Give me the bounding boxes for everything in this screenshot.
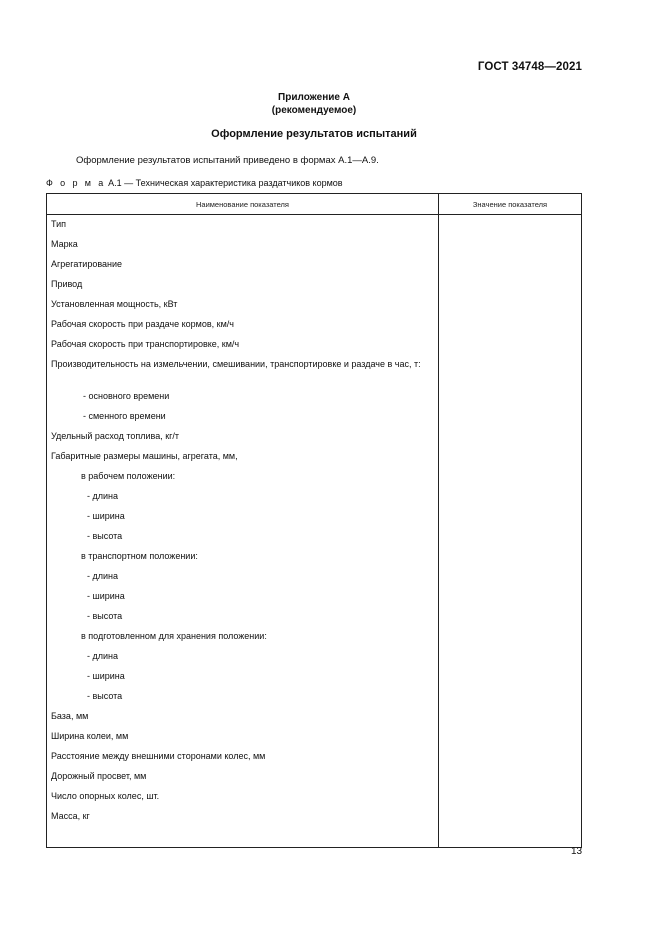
- table-row: - высота: [87, 531, 123, 541]
- spec-table: [46, 193, 582, 848]
- table-row: - высота: [87, 691, 123, 701]
- table-body: [47, 215, 581, 847]
- table-row: - ширина: [87, 511, 125, 521]
- table-row: - длина: [87, 491, 119, 501]
- section-title: Оформление результатов испытаний: [211, 128, 417, 140]
- column-header-value: Значение показателя: [472, 199, 548, 209]
- form-caption: [46, 178, 343, 188]
- table-row: в рабочем положении:: [81, 471, 176, 481]
- table-row: - основного времени: [83, 391, 170, 401]
- table-row: База, мм: [51, 711, 89, 721]
- table-row: Число опорных колес, шт.: [51, 791, 160, 801]
- table-row: - длина: [87, 571, 119, 581]
- table-header: [47, 194, 581, 215]
- annex-heading: [0, 91, 628, 117]
- table-row: Габаритные размеры машины, агрегата, мм,: [51, 451, 238, 461]
- table-row: в подготовленном для хранения положении:: [81, 631, 267, 641]
- standard-code: ГОСТ 34748—2021: [477, 61, 582, 73]
- table-row: Рабочая скорость при транспортировке, км/ч: [51, 339, 240, 349]
- table-row: Рабочая скорость при раздаче кормов, км/ч: [51, 319, 234, 329]
- page-number: 13: [571, 846, 583, 857]
- table-row: Расстояние между внешними сторонами колес, мм: [51, 751, 266, 761]
- intro-text: Оформление результатов испытаний приведено в формах А.1—А.9.: [76, 155, 379, 166]
- table-row: - ширина: [87, 671, 125, 681]
- annex-title: Приложение А: [278, 92, 350, 103]
- table-row: - высота: [87, 611, 123, 621]
- table-row: Производительность на измельчении, смешивании, транспортировке и раздаче в час, т:: [51, 359, 421, 369]
- annex-status: (рекомендуемое): [271, 105, 357, 116]
- form-caption-prefix: Ф о р м а: [46, 178, 106, 188]
- table-row: Тип: [51, 219, 67, 229]
- table-row: Удельный расход топлива, кг/т: [51, 431, 180, 441]
- table-row: - сменного времени: [83, 411, 166, 421]
- table-row: - ширина: [87, 591, 125, 601]
- column-divider: [438, 215, 439, 847]
- table-row: Агрегатирование: [51, 259, 123, 269]
- table-row: Ширина колеи, мм: [51, 731, 129, 741]
- table-row: Установленная мощность, кВт: [51, 299, 178, 309]
- table-row: Привод: [51, 279, 83, 289]
- form-caption-text: А.1 — Техническая характеристика раздатчиков кормов: [108, 178, 343, 188]
- table-rows: [47, 215, 581, 830]
- table-row: Масса, кг: [51, 811, 90, 821]
- column-header-name: Наименование показателя: [47, 194, 439, 214]
- table-row: - длина: [87, 651, 119, 661]
- table-row: Марка: [51, 239, 78, 249]
- table-row: Дорожный просвет, мм: [51, 771, 147, 781]
- table-row: в транспортном положении:: [81, 551, 198, 561]
